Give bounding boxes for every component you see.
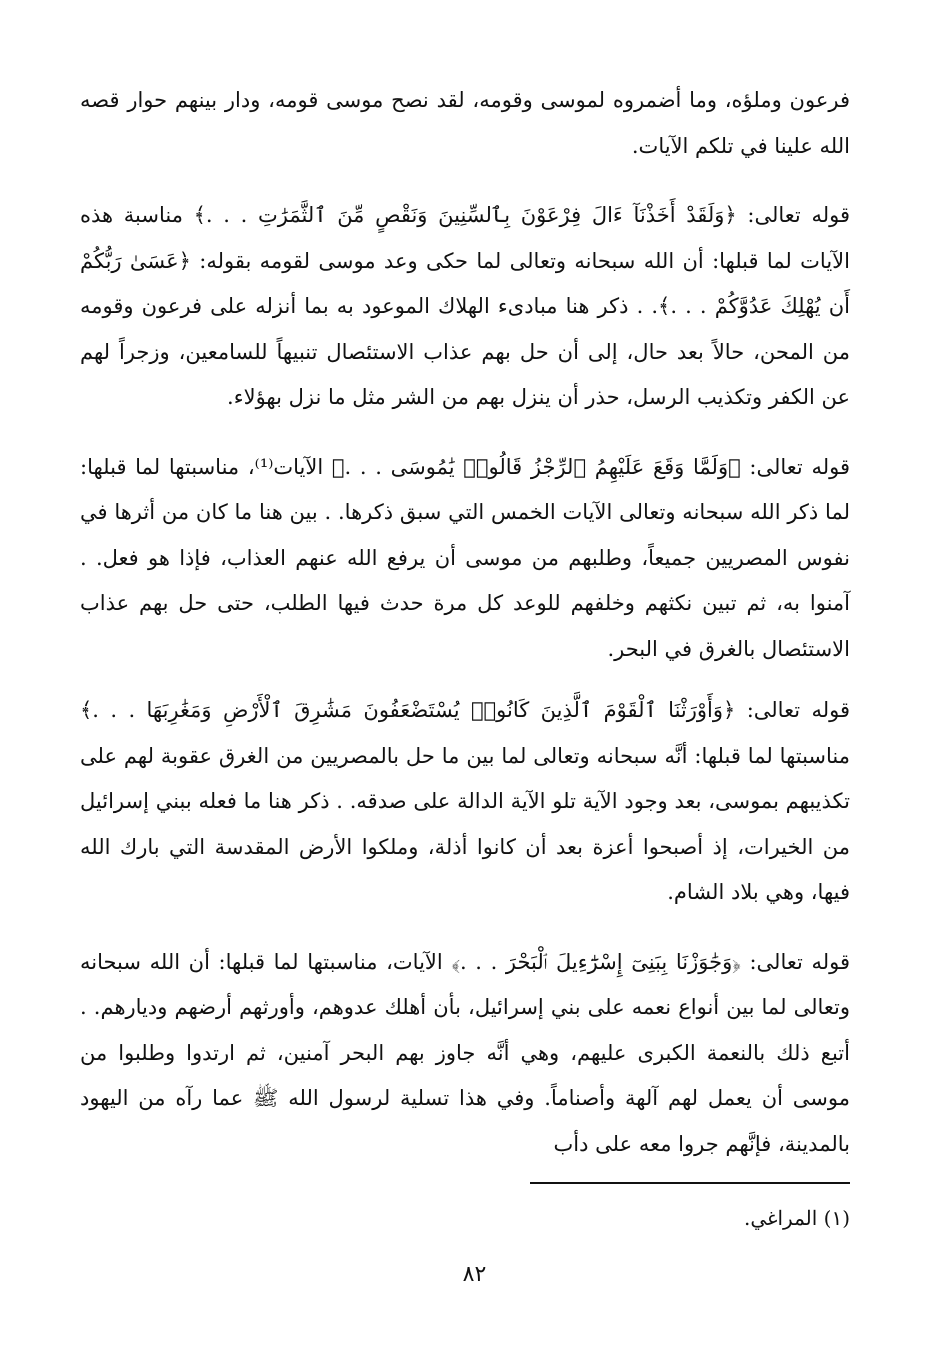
footnote-divider xyxy=(530,1182,850,1184)
footnote: (١) المراغي. xyxy=(743,1206,850,1230)
page-number: ٨٢ xyxy=(462,1262,487,1287)
paragraph-2: قوله تعالى: ﴿وَلَقَدْ أَخَذْنَآ ءَالَ فِرْعَوْنَ بِٱلسِّنِينَ وَنَقْصٍ مِّنَ ٱلثَّمَرَٰتِ . . .﴾ مناسبة هذه الآيات لما قبلها: أن الله سبحانه وتعالى لما حكى وعد موسى لقومه بقوله: ﴿عَسَىٰ رَبُّكُمْ أَن يُهْلِكَ عَدُوَّكُمْ . . .﴾. . ذكر هنا مبادىء الهلاك الموعود به بما أنزله على فرعون وقومه من المحن، حالاً بعد حال، إلى أن حل بهم عذاب الاستئصال تنبيهاً للسامعين، وزجراً لهم عن الكفر وتكذيب الرسل، حذر أن ينزل بهم من الشر مثل ما نزل بهؤلاء. xyxy=(80,203,850,409)
paragraph-5: قوله تعالى: ﴿وَجَٰوَزْنَا بِبَنِىٓ إِسْرَٰٓءِيلَ ٱلْبَحْرَ . . .﴾ الآيات، مناسبتها لما قبلها: أن الله سبحانه وتعالى لما بين أنواع نعمه على بني إسرائيل، بأن أهلك عدوهم، وأورثهم أرضهم وديارهم. . أتبع ذلك بالنعمة الكبرى عليهم، وهي أنَّه جاوز بهم البحر آمنين، ثم ارتدوا وطلبوا من موسى أن يعمل لهم آلهة وأصناماً. وفي هذا تسلية لرسول الله ﷺ عما رآه من اليهود بالمدينة، فإنَّهم جروا معه على دأب xyxy=(80,949,850,1156)
paragraph-1: فرعون وملؤه، وما أضمروه لموسى وقومه، لقد نصح موسى قومه، ودار بينهم حوار قصه الله علينا في تلكم الآيات. xyxy=(80,88,850,158)
paragraph-4: قوله تعالى: ﴿وَأَوْرَثْنَا ٱلْقَوْمَ ٱلَّذِينَ كَانُوا۟ يُسْتَضْعَفُونَ مَشَٰرِقَ ٱلْأَرْضِ وَمَغَٰرِبَهَا . . .﴾ مناسبتها لما قبلها: أنَّه سبحانه وتعالى لما بين ما حل بالمصريين من الغرق عقوبة لهم على تكذيبهم بموسى، بعد وجود الآية تلو الآية الدالة على صدقه. . ذكر هنا ما فعله ببني إسرائيل من الخيرات، إذ أصبحوا أعزة بعد أن كانوا أذلة، وملكوا الأرض المقدسة التي بارك الله فيها، وهي بلاد الشام. xyxy=(80,698,850,904)
paragraph-3: قوله تعالى: ﴿وَلَمَّا وَقَعَ عَلَيْهِمُ ٱلرِّجْزُ قَالُوا۟ يَٰمُوسَى . . .﴾ الآيات⁽¹⁾، مناسبتها لما قبلها: لما ذكر الله سبحانه وتعالى الآيات الخمس التي سبق ذكرها. . بين هنا ما كان من أثرها في نفوس المصريين جميعاً، وطلبهم من موسى أن يرفع الله عنهم العذاب، فإذا هو فعل. . آمنوا به، ثم تبين نكثهم وخلفهم للوعد كل مرة حدث فيها الطلب، حتى حل بهم عذاب الاستئصال بالغرق في البحر. xyxy=(80,454,850,661)
page-body xyxy=(80,78,850,1167)
